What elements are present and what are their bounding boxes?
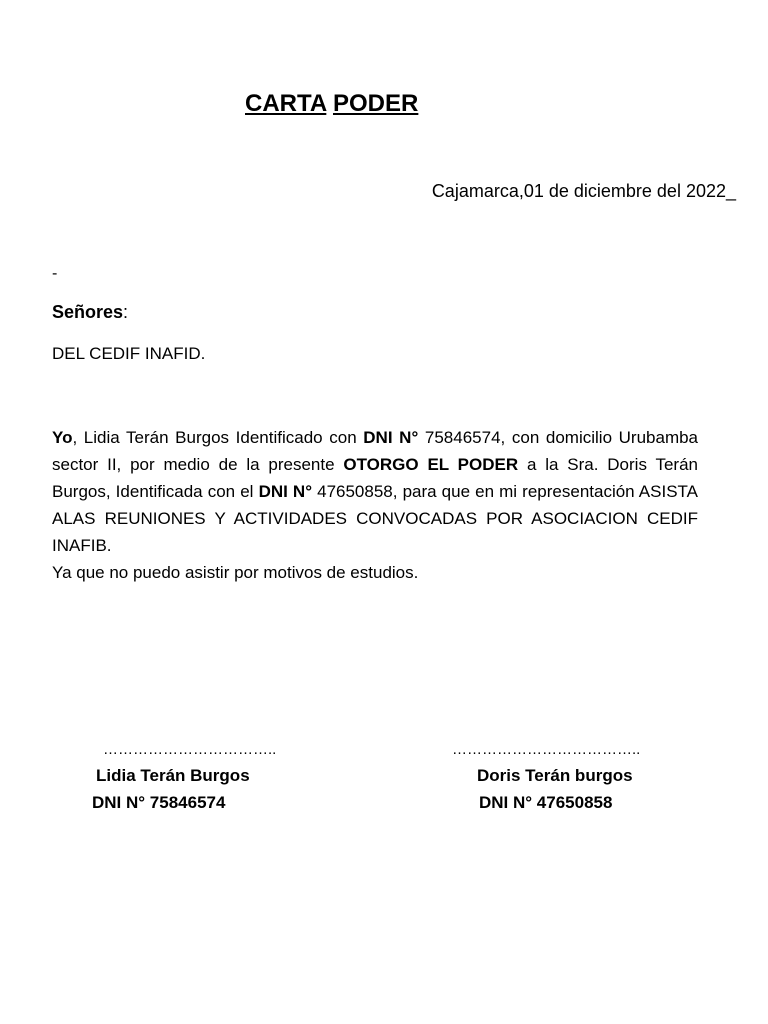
signature-line-1: …………………………….. <box>103 741 277 758</box>
salutation <box>52 302 128 323</box>
recipient: DEL CEDIF INAFID. <box>52 344 206 363</box>
body-text-2: 75846574, con domicilio Urubamba sector II, por medio de la presente <box>52 428 699 474</box>
signature-dni-1: DNI N° 75846574 <box>92 793 226 812</box>
title-word-poder: PODER <box>333 90 419 117</box>
signature-line-2: ……………………………….. <box>452 741 641 758</box>
stray-dash: - <box>52 265 58 282</box>
body-yo: Yo <box>52 428 73 447</box>
signature-name-1: Lidia Terán Burgos <box>96 766 250 785</box>
signature-name-2: Doris Terán burgos <box>477 766 633 785</box>
body-text-3: a la Sra. Doris Terán Burgos, Identificada con el <box>52 455 698 501</box>
letter-body <box>52 424 698 559</box>
body-otorgo-poder: OTORGO EL PODER <box>343 455 519 474</box>
title-word-carta: CARTA <box>245 90 327 117</box>
body-dni-label-2: DNI N° <box>258 482 313 501</box>
body-text-1: , Lidia Terán Burgos Identificado con <box>72 428 364 447</box>
salutation-label: Señores <box>52 302 124 322</box>
closing-line: Ya que no puedo asistir por motivos de estudios. <box>52 563 419 582</box>
letter-title <box>245 90 418 118</box>
body-dni-label-1: DNI N° <box>363 428 419 447</box>
signature-dni-2: DNI N° 47650858 <box>479 793 613 812</box>
date-line: Cajamarca,01 de diciembre del 2022_ <box>431 181 736 201</box>
body-text-4: 47650858, para que en mi representación ASISTA ALAS REUNIONES Y ACTIVIDADES CONVOCADAS POR ASOCIACION CEDIF INAFIB. <box>52 482 698 555</box>
salutation-colon: : <box>123 302 129 322</box>
